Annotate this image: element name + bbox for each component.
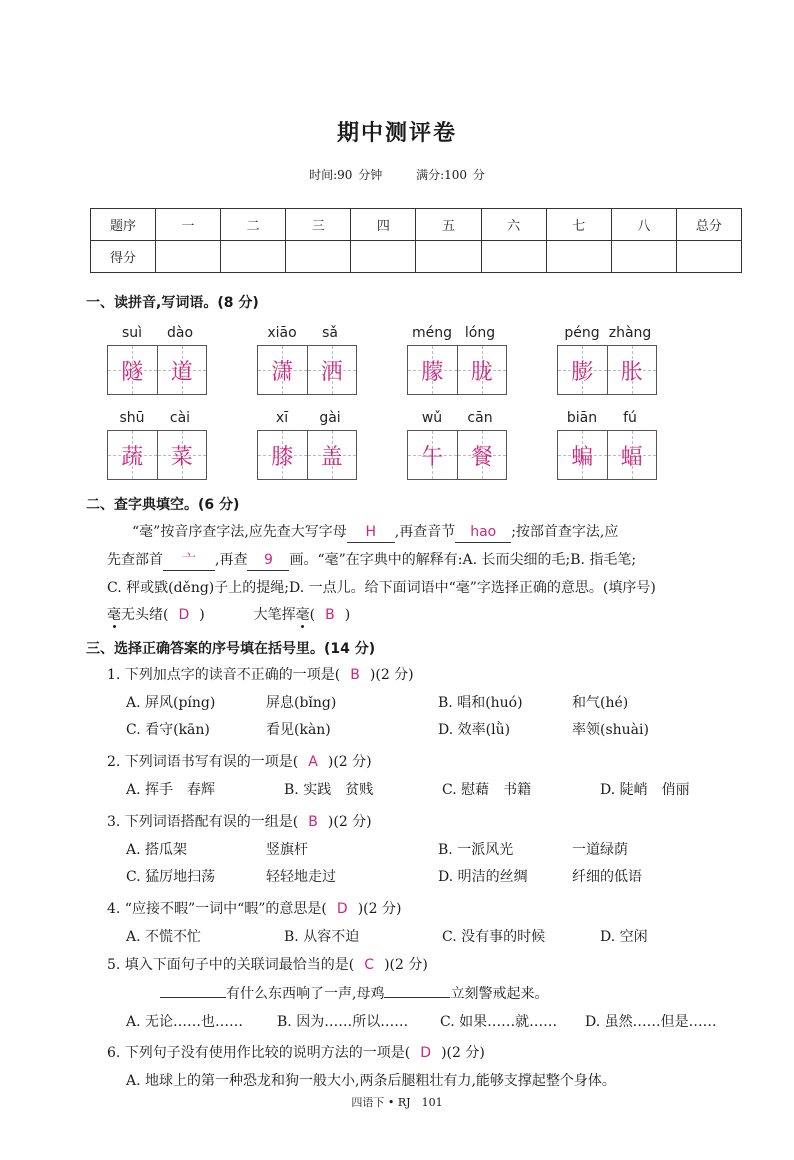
tianzige-boxes: [257, 345, 357, 395]
question-2-stem: [107, 752, 372, 772]
text: ): [344, 607, 351, 623]
tianzige-boxes: [557, 430, 657, 480]
option: C. 慰藉 书籍: [442, 782, 532, 798]
option: 一道绿荫: [572, 842, 628, 858]
pinyin-label: méng: [411, 325, 452, 341]
question-6-stem: [107, 1043, 485, 1063]
score-header-cell: 二: [221, 209, 286, 241]
text: ,再查音节: [394, 524, 456, 540]
answer-cell[interactable]: [457, 431, 507, 479]
answer-cell[interactable]: [408, 346, 457, 394]
score-header-cell: 三: [286, 209, 351, 241]
pinyin-label: shū: [119, 410, 145, 426]
exam-info: [0, 166, 794, 183]
answer-text[interactable]: A: [308, 754, 318, 770]
pinyin-label: biān: [566, 410, 598, 426]
answer-blank[interactable]: 9: [247, 550, 289, 571]
text: ;按部首查字法,应: [511, 524, 619, 540]
text: 4. “应接不暇”一词中“暇”的意思是(: [107, 901, 327, 917]
score-header-cell: 八: [611, 209, 676, 241]
tianzige-boxes: [407, 345, 507, 395]
dictionary-line-1: [132, 522, 618, 543]
answer-text[interactable]: C: [364, 957, 375, 973]
text: )(2 分): [327, 814, 372, 830]
page-title: 期中测评卷: [336, 121, 457, 146]
text: 6. 下列句子没有使用作比较的说明方法的一项是(: [107, 1045, 411, 1061]
answer-cell[interactable]: [307, 431, 357, 479]
text: 3. 下列词语搭配有误的一组是(: [107, 814, 299, 830]
answer-text[interactable]: D: [178, 607, 190, 623]
option: 纤细的低语: [572, 869, 642, 885]
text: ,再查: [215, 552, 248, 568]
dictionary-line-3: C. 秤或戥(děng)子上的提绳;D. 一点儿。给下面词语中“毫”字选择正确的意思。(填序号): [107, 580, 656, 596]
answer-text[interactable]: D: [336, 901, 348, 917]
score-cell[interactable]: [416, 241, 481, 273]
text: 2. 下列词语书写有误的一项是(: [107, 754, 299, 770]
pinyin-label: cài: [169, 410, 191, 426]
text: 1. 下列加点字的读音不正确的一项是(: [107, 667, 341, 683]
answer-blank[interactable]: 亠: [163, 550, 215, 571]
answer-cell[interactable]: [108, 431, 157, 479]
option: D. 效率(lǜ): [438, 722, 511, 738]
answer-cell[interactable]: [457, 346, 507, 394]
score-cell[interactable]: [676, 241, 741, 273]
answer-cell[interactable]: [258, 431, 307, 479]
score-header-cell: 四: [351, 209, 416, 241]
tianzige-boxes: [557, 345, 657, 395]
question-3-stem: [107, 812, 372, 832]
question-4-stem: [107, 899, 401, 919]
option: B. 实践 贫贱: [284, 782, 374, 798]
pinyin-label: suì: [121, 325, 143, 341]
answer-char: 膨: [571, 359, 594, 385]
tianzige-boxes: [107, 345, 207, 395]
section-1-heading: 一、读拼音,写词语。(8 分): [86, 295, 259, 311]
score-table: [90, 208, 742, 273]
answer-char: 餐: [470, 444, 493, 470]
option: C. 如果……就……: [440, 1014, 558, 1030]
answer-cell[interactable]: [108, 346, 157, 394]
pinyin-label: fú: [623, 410, 637, 426]
text: 5. 填入下面句子中的关联词最恰当的是(: [107, 957, 355, 973]
dotted-char: 毫: [295, 607, 310, 623]
option: 和气(hé): [572, 695, 629, 711]
text: )(2 分): [357, 901, 402, 917]
score-header-cell: 总分: [676, 209, 741, 241]
option: C. 看守(kān): [126, 722, 210, 738]
full-score: 满分:100 分: [416, 168, 485, 182]
text: 立刻警戒起来。: [450, 986, 549, 1002]
option: B. 唱和(huó): [438, 695, 523, 711]
score-table-score-row: [91, 241, 742, 273]
tianzige-boxes: [257, 430, 357, 480]
answer-char: 隧: [121, 359, 144, 385]
text: 无头绪(: [121, 607, 169, 623]
option: A. 无论……也……: [126, 1014, 244, 1030]
option: A. 挥手 春辉: [126, 782, 216, 798]
answer-cell[interactable]: [408, 431, 457, 479]
score-header-cell: 题序: [91, 209, 156, 241]
answer-text[interactable]: B: [325, 607, 335, 623]
time-limit: 时间:90 分钟: [309, 168, 383, 182]
option: B. 从容不迫: [284, 929, 360, 945]
pinyin-label: dào: [166, 325, 194, 341]
pinyin-label: wǔ: [421, 410, 443, 426]
text: ): [199, 607, 205, 623]
pinyin-label: xiāo: [267, 325, 297, 341]
text: (: [309, 607, 316, 623]
answer-blank[interactable]: [384, 997, 450, 998]
option: A. 屏风(píng): [126, 695, 216, 711]
pinyin-label: cān: [467, 410, 493, 426]
option: D. 陡峭 俏丽: [600, 782, 690, 798]
answer-char: 膝: [271, 444, 294, 470]
option: C. 猛厉地扫荡: [126, 869, 216, 885]
pinyin-label: sǎ: [322, 325, 338, 341]
answer-char: 朦: [421, 359, 444, 385]
option: D. 空闲: [600, 929, 648, 945]
text: )(2 分): [441, 1045, 485, 1061]
text: 先查部首: [107, 552, 163, 568]
score-cell[interactable]: [156, 241, 221, 273]
text: “毫”按音序查字法,应先查大写字母: [132, 524, 347, 540]
answer-char: 盖: [320, 444, 343, 470]
option: C. 没有事的时候: [442, 929, 546, 945]
text: 大笔挥: [253, 607, 296, 623]
option: D. 虽然……但是……: [585, 1014, 717, 1030]
option: 看见(kàn): [266, 722, 331, 738]
question-5-sentence: [160, 984, 548, 1004]
score-cell[interactable]: [546, 241, 611, 273]
option: 率领(shuài): [572, 722, 649, 738]
pinyin-label: zhàng: [608, 325, 652, 341]
answer-char: 潇: [271, 359, 294, 385]
section-2-heading: 二、查字典填空。(6 分): [86, 497, 240, 513]
answer-cell[interactable]: [307, 346, 357, 394]
answer-cell[interactable]: [607, 346, 657, 394]
answer-cell[interactable]: [558, 431, 607, 479]
answer-cell[interactable]: [157, 431, 207, 479]
answer-char: 胧: [470, 359, 493, 385]
pinyin-label: xī: [275, 410, 289, 426]
answer-blank[interactable]: [160, 997, 226, 998]
answer-cell[interactable]: [607, 431, 657, 479]
text: 有什么东西响了一声,母鸡: [226, 986, 385, 1002]
page-footer: 四语下 • RJ 101: [351, 1096, 443, 1109]
option: 屏息(bǐng): [266, 695, 337, 711]
question-5-stem: [107, 955, 428, 975]
answer-char: 蝠: [620, 444, 643, 470]
option: A. 搭瓜架: [126, 842, 188, 858]
option: A. 地球上的第一种恐龙和狗一般大小,两条后腿粗壮有力,能够支撑起整个身体。: [126, 1073, 616, 1089]
pinyin-label: lóng: [464, 325, 496, 341]
answer-text[interactable]: B: [308, 814, 318, 830]
tianzige-boxes: [107, 430, 207, 480]
pinyin-label: péng: [564, 325, 600, 341]
answer-char: 菜: [170, 444, 193, 470]
option: B. 因为……所以……: [277, 1014, 409, 1030]
dictionary-line-2: [107, 550, 636, 571]
text: 画。“毫”在字典中的解释有:A. 长而尖细的毛;B. 指毛笔;: [289, 552, 637, 568]
option: 轻轻地走过: [266, 869, 336, 885]
answer-blank[interactable]: hao: [455, 522, 511, 543]
option: A. 不慌不忙: [126, 929, 202, 945]
answer-cell[interactable]: [258, 346, 307, 394]
option: 竖旗杆: [266, 842, 308, 858]
score-cell[interactable]: [481, 241, 546, 273]
score-header-cell: 六: [481, 209, 546, 241]
dotted-char: 毫: [107, 607, 121, 623]
answer-blank[interactable]: H: [347, 522, 395, 543]
answer-text[interactable]: D: [420, 1045, 432, 1061]
answer-char: 洒: [320, 359, 343, 385]
score-header-cell: 五: [416, 209, 481, 241]
score-header-cell: 七: [546, 209, 611, 241]
text: )(2 分): [369, 667, 414, 683]
option: B. 一派风光: [438, 842, 514, 858]
answer-text[interactable]: B: [350, 667, 360, 683]
answer-char: 午: [421, 444, 444, 470]
answer-cell[interactable]: [157, 346, 207, 394]
score-cell[interactable]: [221, 241, 286, 273]
tianzige-boxes: [407, 430, 507, 480]
pinyin-label: gài: [319, 410, 341, 426]
option: D. 明洁的丝绸: [438, 869, 528, 885]
score-row-label: 得分: [91, 241, 156, 273]
score-table-header-row: [91, 209, 742, 241]
answer-char: 蔬: [121, 444, 144, 470]
answer-cell[interactable]: [558, 346, 607, 394]
answer-char: 胀: [620, 359, 643, 385]
answer-char: 道: [170, 359, 193, 385]
text: )(2 分): [327, 754, 372, 770]
answer-char: 蝙: [571, 444, 594, 470]
dictionary-line-4: [107, 605, 350, 625]
score-cell[interactable]: [611, 241, 676, 273]
score-cell[interactable]: [286, 241, 351, 273]
score-header-cell: 一: [156, 209, 221, 241]
score-cell[interactable]: [351, 241, 416, 273]
section-3-heading: 三、选择正确答案的序号填在括号里。(14 分): [86, 641, 376, 657]
text: )(2 分): [384, 957, 428, 973]
question-1-stem: [107, 665, 414, 685]
